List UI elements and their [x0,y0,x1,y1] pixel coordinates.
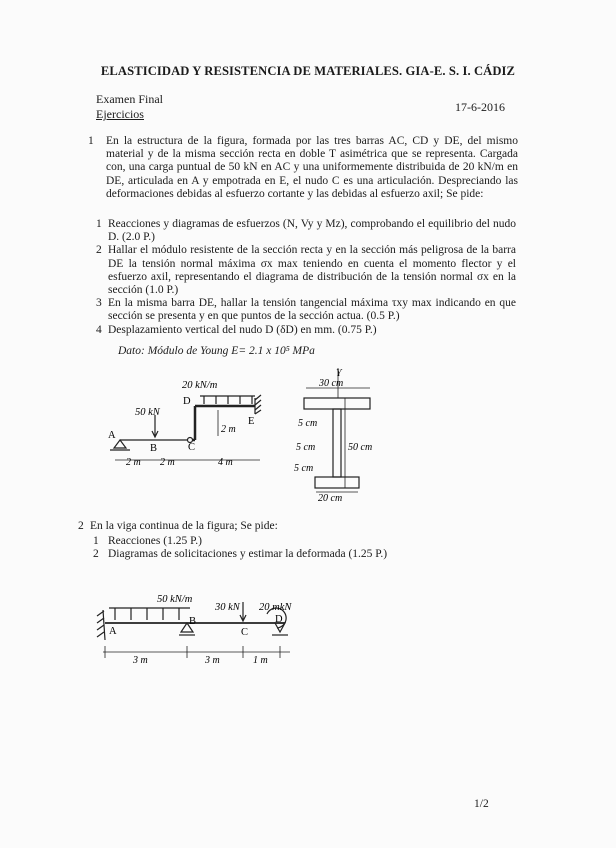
beam-figure [95,590,315,670]
point-load-label: 50 kN [135,407,160,418]
node-d-label: D [183,396,191,407]
pin-support-a [114,440,126,448]
top-flange [304,398,370,409]
dim1-label: 3 m [133,655,148,666]
bottom-thick-label: 5 cm [294,463,314,474]
height-label: 2 m [221,424,236,435]
problem1-statement: En la estructura de la figura, formada por las tres barras AC, CD y DE, del mismo material y de la misma sección recta en doble T asimétrica que se representa. Cargada con, una carga puntual de 50 kN en AC y una uniformemente distribuida de 20 kN/m en DE, articulada en A y empotrada en E, el nudo C es una articulación. Despreciando las deformaciones debidas al esfuerzo cortante y las debidas al esfuerzo axil; Se pide: [106,135,518,200]
section-height-label: 50 cm [348,442,373,453]
exam-date: 17-6-2016 [455,100,505,114]
problem1-item: 4 Desplazamiento vertical del nudo D (δD) en mm. (0.75 P.) [96,323,377,336]
node-b-label: B [189,616,197,627]
node-c-label: C [241,627,249,638]
top-width-label: 30 cm [319,378,344,389]
page-number: 1/2 [474,798,489,810]
dim1-label: 2 m [126,457,141,468]
web-label: 5 cm [296,442,316,453]
dim2-label: 3 m [205,655,220,666]
dist-load-arrows [115,608,179,620]
problem1-item: 1 Reacciones y diagramas de esfuerzos (N, Vy y Mz), comprobando el equilibrio del nudo D. (2.0 P.) [96,218,516,244]
point-load-label: 30 kN [215,602,240,613]
web [333,409,341,477]
document-title: ELASTICIDAD Y RESISTENCIA DE MATERIALES. GIA-E. S. I. CÁDIZ [100,64,516,78]
bottom-width-label: 20 cm [318,493,343,502]
problem2-item: 2 Diagramas de solicitaciones y estimar la deformada (1.25 P.) [93,548,388,561]
node-a-label: A [108,430,116,441]
problem2-item: 1 Reacciones (1.25 P.) [93,535,202,547]
bottom-flange [315,477,359,488]
dim2-label: 2 m [160,457,175,468]
problem1-number: 1 [88,135,94,147]
moment-label: 20 mkN [259,602,292,613]
node-d-label: D [275,614,283,625]
problem2-statement: En la viga continua de la figura; Se pide: [90,520,278,532]
frame-figure [100,370,290,470]
exam-subtitle: Ejercicios [96,107,144,121]
dist-load-arrows [204,396,252,404]
dim3-label: 4 m [218,457,233,468]
dist-load-label: 20 kN/m [182,380,218,391]
node-a-label: A [109,626,117,637]
cross-section-figure [290,362,400,502]
node-c-label: C [188,442,196,453]
exam-label: Examen Final [96,92,163,106]
problem2-items [93,535,493,561]
y-axis-label: Y [336,368,342,379]
problem1-item: 3 En la misma barra DE, hallar la tensión tangencial máxima τxy max indicando en que sección se presenta y en que puntos de la sección actua. (0.5 P.) [96,297,516,323]
dim3-label: 1 m [253,655,268,666]
node-e-label: E [248,416,255,427]
dist-load-label: 50 kN/m [157,594,193,605]
problem1-items [96,218,516,337]
problem1-item: 2 Hallar el módulo resistente de la sección recta y en la sección más peligrosa de la barra DE la tensión normal máxima σx max teniendo en cuenta el momento flector y el esfuerzo axil, representando el diagrama de distribución de la tensión normal σx en la sección (1.0 P.) [96,244,516,297]
young-modulus-data: Dato: Módulo de Young E= 2.1 x 10⁵ MPa [118,345,315,357]
problem2-number: 2 [78,520,84,532]
node-b-label: B [150,443,158,454]
top-thick-label: 5 cm [298,418,318,429]
fixed-support-hatch [255,395,261,414]
